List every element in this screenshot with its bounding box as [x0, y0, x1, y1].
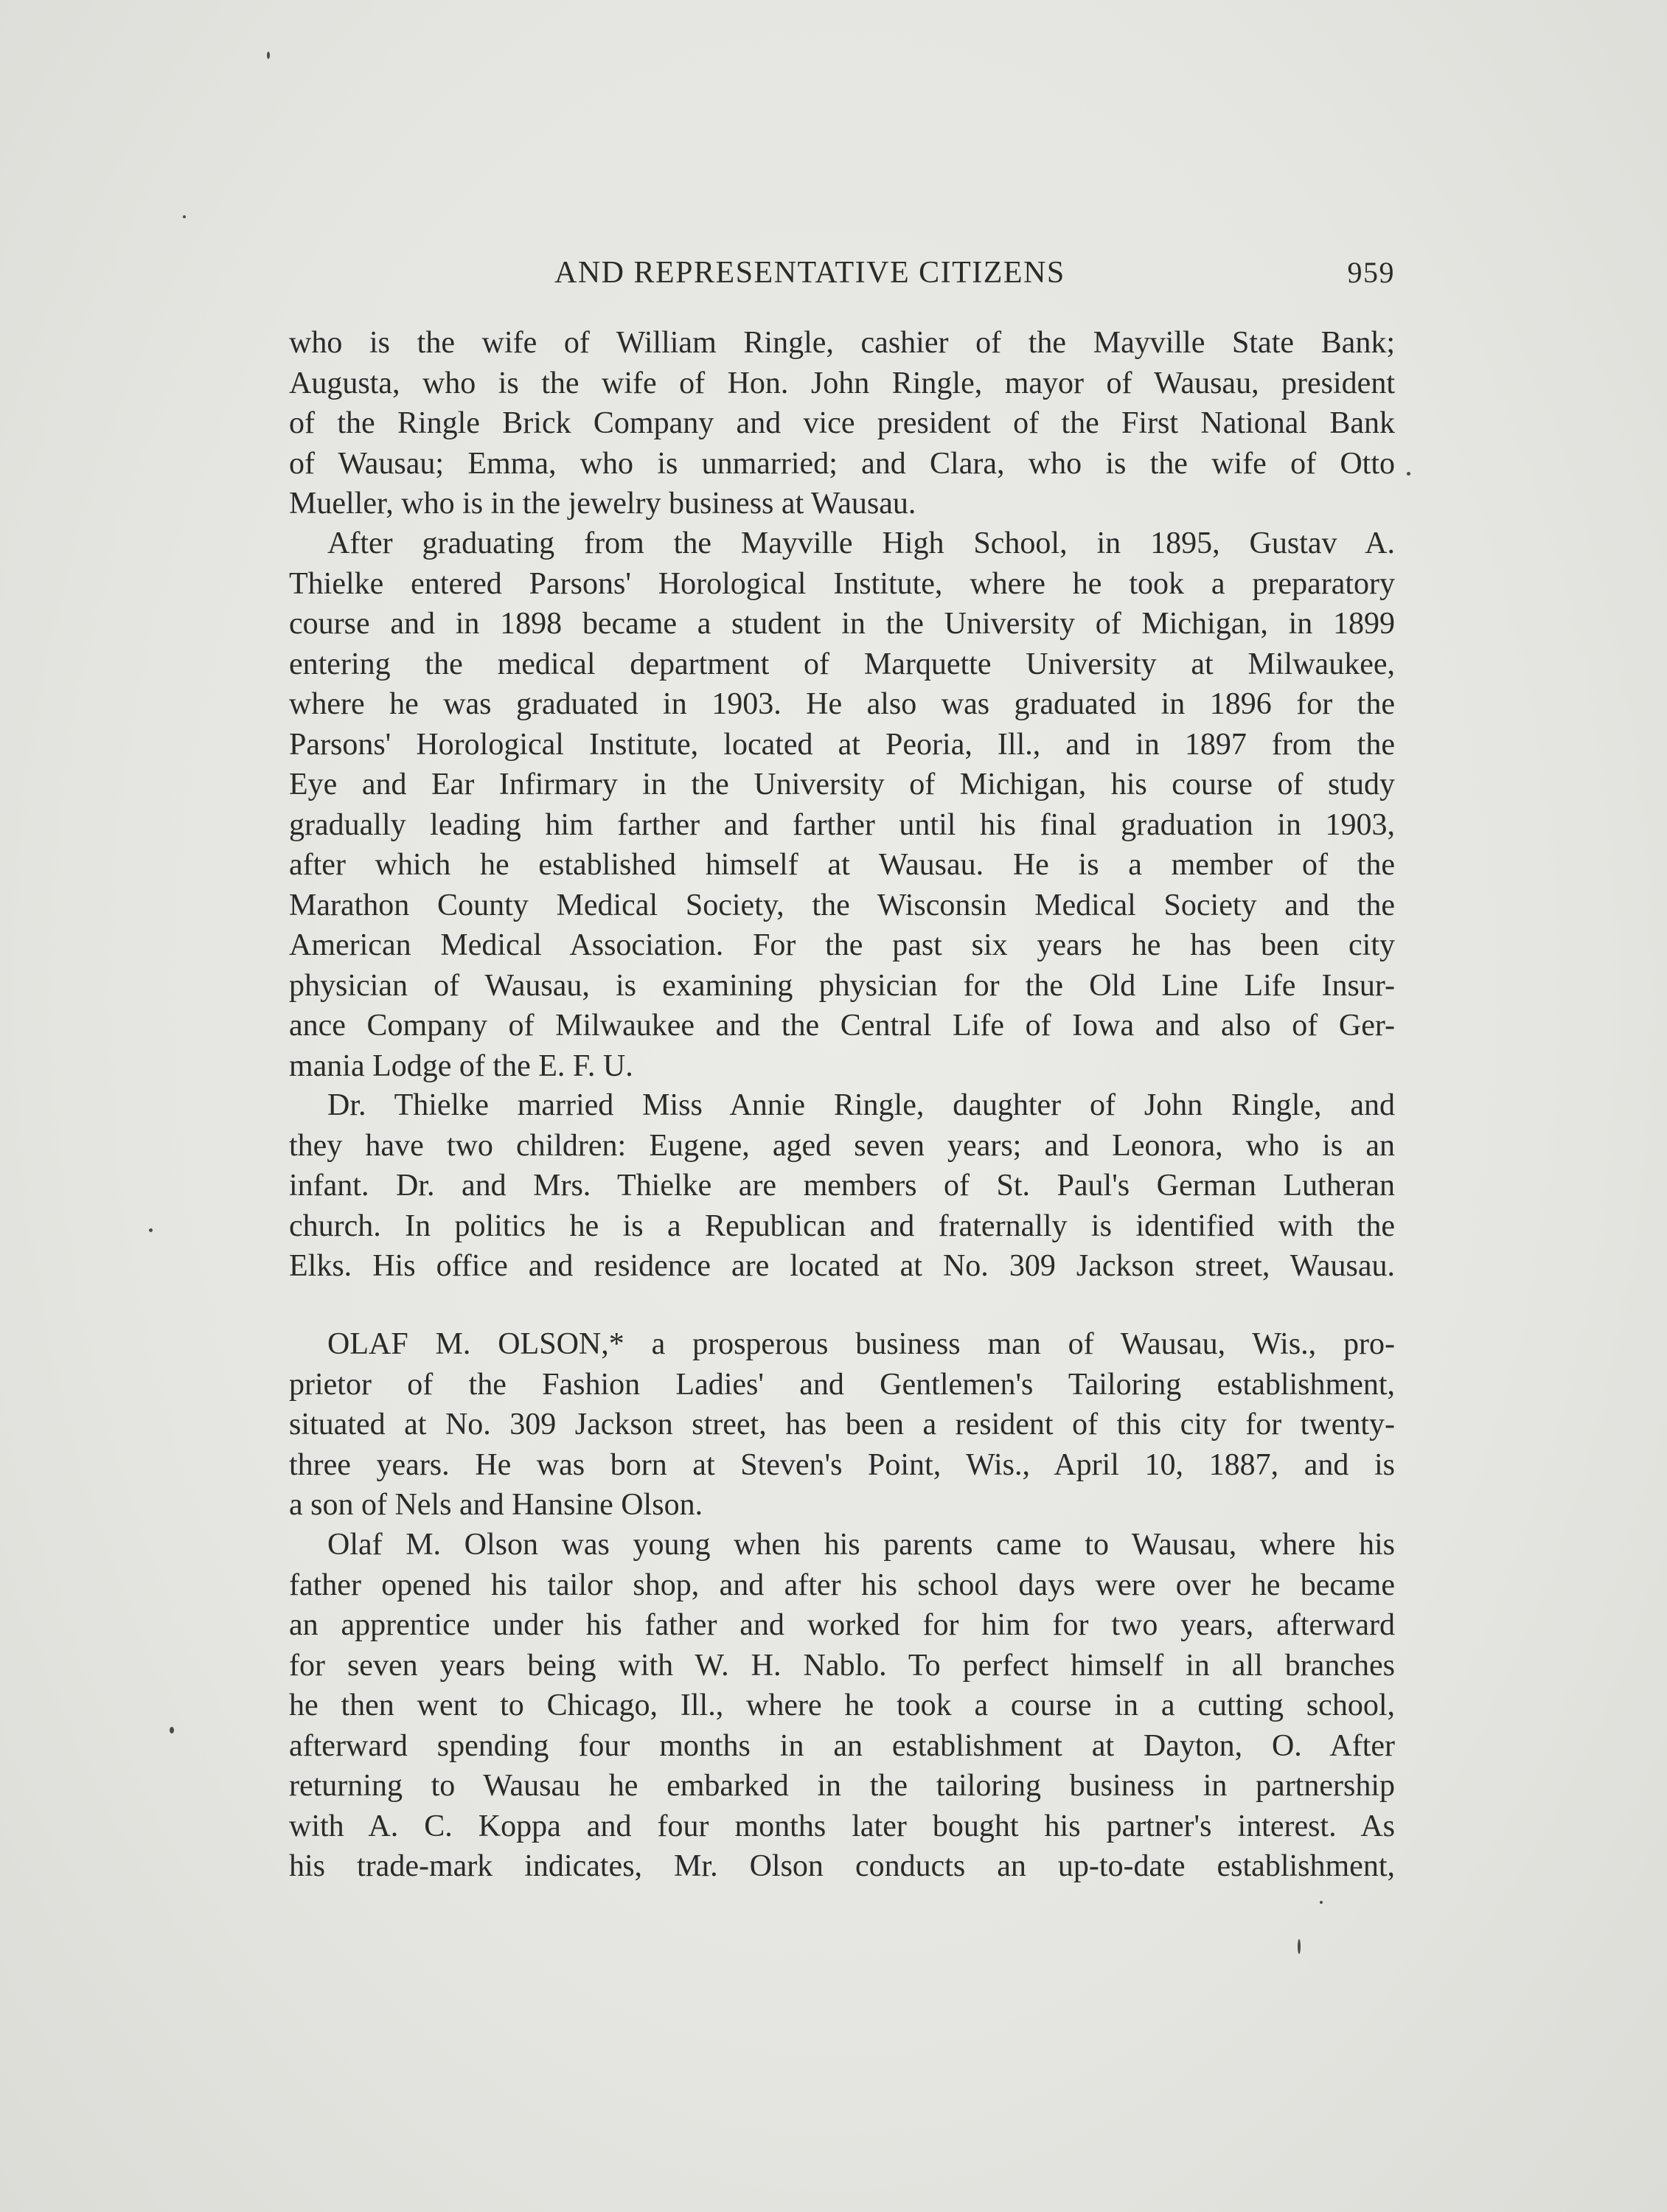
- text-line: ance Company of Milwaukee and the Central Life of Iowa and also of Ger-: [289, 1009, 1395, 1043]
- running-head: [289, 251, 1395, 295]
- text-line: an apprentice under his father and worked for him for two years, afterward: [289, 1608, 1395, 1642]
- paper-speck: [1298, 1939, 1301, 1954]
- text-line: his trade-mark indicates, Mr. Olson conducts an up-to-date establishment,: [289, 1849, 1395, 1883]
- text-line: gradually leading him farther and farther until his final graduation in 1903,: [289, 807, 1395, 842]
- text-line: entering the medical department of Marquette University at Milwaukee,: [289, 647, 1395, 681]
- text-line: Parsons' Horological Institute, located at Peoria, Ill., and in 1897 from the: [289, 727, 1395, 762]
- paper-speck: [149, 1228, 153, 1232]
- page-number: 959: [1347, 256, 1395, 289]
- text-line: he then went to Chicago, Ill., where he took a course in a cutting school,: [289, 1688, 1395, 1722]
- text-line: returning to Wausau he embarked in the tailoring business in partnership: [289, 1769, 1395, 1803]
- text-line: Eye and Ear Infirmary in the University of Michigan, his course of study: [289, 768, 1395, 801]
- text-line: Mueller, who is in the jewelry business at Wausau.: [289, 487, 916, 521]
- paper-speck: [267, 52, 270, 59]
- text-line: Olaf M. Olson was young when his parents came to Wausau, where his: [327, 1528, 1395, 1562]
- text-line: physician of Wausau, is examining physician for the Old Line Life Insur-: [289, 968, 1395, 1003]
- paper-speck: [170, 1727, 174, 1733]
- running-title: AND REPRESENTATIVE CITIZENS: [554, 256, 1065, 290]
- text-line: afterward spending four months in an establishment at Dayton, O. After: [289, 1728, 1395, 1763]
- text-line: they have two children: Eugene, aged seven years; and Leonora, who is an: [289, 1128, 1395, 1163]
- text-line: who is the wife of William Ringle, cashier of the Mayville State Bank;: [289, 326, 1395, 360]
- text-line: American Medical Association. For the past six years he has been city: [289, 928, 1395, 962]
- text-line: church. In politics he is a Republican and fraternally is identified with the: [289, 1208, 1395, 1243]
- text-line: course and in 1898 became a student in the University of Michigan, in 1899: [289, 607, 1395, 641]
- text-line: after which he established himself at Wausau. He is a member of the: [289, 848, 1395, 882]
- text-line: Elks. His office and residence are located at No. 309 Jackson street, Wausau.: [289, 1249, 1395, 1283]
- paper-speck: [183, 215, 186, 218]
- text-line: Thielke entered Parsons' Horological Institute, where he took a preparatory: [289, 566, 1395, 601]
- text-line: of Wausau; Emma, who is unmarried; and Clara, who is the wife of Otto: [289, 446, 1395, 481]
- text-line: for seven years being with W. H. Nablo. To perfect himself in all branches: [289, 1648, 1395, 1683]
- text-line: three years. He was born at Steven's Point, Wis., April 10, 1887, and is: [289, 1447, 1395, 1482]
- text-line: father opened his tailor shop, and after his school days were over he became: [289, 1568, 1395, 1602]
- text-line: infant. Dr. and Mrs. Thielke are members of St. Paul's German Lutheran: [289, 1169, 1395, 1203]
- text-line: a son of Nels and Hansine Olson.: [289, 1488, 703, 1522]
- text-line: Marathon County Medical Society, the Wisconsin Medical Society and the: [289, 888, 1395, 922]
- text-line: mania Lodge of the E. F. U.: [289, 1048, 633, 1083]
- text-line: OLAF M. OLSON,* a prosperous business man of Wausau, Wis., pro-: [327, 1327, 1395, 1361]
- text-line: prietor of the Fashion Ladies' and Gentlemen's Tailoring establishment,: [289, 1367, 1395, 1402]
- paper-speck: [1320, 1901, 1323, 1904]
- text-line: Dr. Thielke married Miss Annie Ringle, daughter of John Ringle, and: [327, 1088, 1395, 1122]
- text-line: with A. C. Koppa and four months later bought his partner's interest. As: [289, 1809, 1395, 1843]
- text-line: of the Ringle Brick Company and vice president of the First National Bank: [289, 406, 1395, 440]
- paragraph-education: [289, 524, 1395, 1086]
- text-line: After graduating from the Mayville High School, in 1895, Gustav A.: [327, 526, 1395, 560]
- text-line: Augusta, who is the wife of Hon. John Ringle, mayor of Wausau, president: [289, 366, 1395, 400]
- paper-speck: [1407, 472, 1410, 476]
- text-line: where he was graduated in 1903. He also was graduated in 1896 for the: [289, 687, 1395, 721]
- paragraph-olson-career: [289, 1525, 1395, 1887]
- paragraph-marriage: [289, 1085, 1395, 1287]
- paragraph-olson-intro: [289, 1324, 1395, 1526]
- paragraph-continuation: [289, 323, 1395, 524]
- text-line: situated at No. 309 Jackson street, has been a resident of this city for twenty-: [289, 1408, 1395, 1441]
